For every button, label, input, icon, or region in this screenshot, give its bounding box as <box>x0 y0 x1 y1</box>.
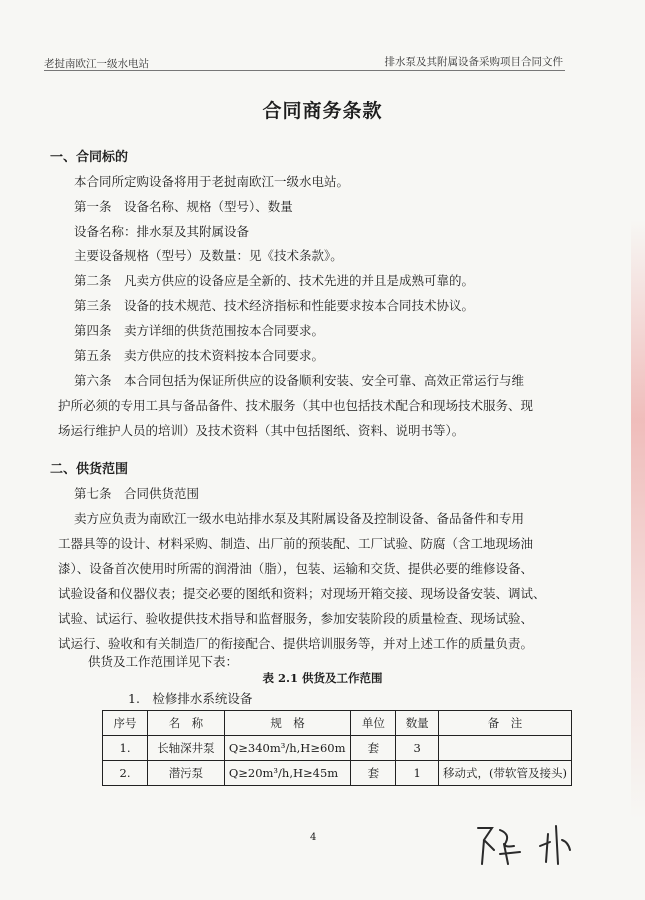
section-1-heading: 一、合同标的 <box>50 150 129 165</box>
table-row <box>103 736 572 761</box>
header-right: 排水泵及其附属设备采购项目合同文件 <box>384 56 563 68</box>
table-cell: 移动式，(带软管及接头) <box>439 761 572 786</box>
section-2-heading: 二、供货范围 <box>50 462 129 477</box>
s1-line: 第六条 本合同包括为保证所供应的设备顺利安装、安全可靠、高效正常运行与维 <box>74 373 525 388</box>
table-cell: 套 <box>351 736 396 761</box>
s2-cont-line: 工器具等的设计、材料采购、制造、出厂前的预装配、工厂试验、防腐（含工地现场油 <box>58 536 534 551</box>
s1-line: 第三条 设备的技术规范、技术经济指标和性能要求按本合同技术协议。 <box>74 298 475 313</box>
table-cell: 1. <box>103 736 148 761</box>
col-header: 数量 <box>396 711 439 736</box>
col-header: 备 注 <box>439 711 572 736</box>
s1-cont-line: 场运行维护人员的培训）及技术资料（其中包括图纸、资料、说明书等）。 <box>58 423 465 438</box>
table-row <box>103 761 572 786</box>
table-cell: 1 <box>396 761 439 786</box>
table-header-row <box>103 711 572 736</box>
s1-line: 第四条 卖方详细的供货范围按本合同要求。 <box>74 323 325 338</box>
handwritten-signature <box>470 820 590 870</box>
table-caption: 表 2.1 供货及工作范围 <box>262 671 383 685</box>
s1-line: 第一条 设备名称、规格（型号）、数量 <box>74 199 293 214</box>
s1-line: 第二条 凡卖方供应的设备应是全新的、技术先进的并且是成熟可靠的。 <box>74 273 475 288</box>
s2-line: 第七条 合同供货范围 <box>74 486 200 501</box>
s1-cont-line: 护所必须的专用工具与备品备件、技术服务（其中也包括技术配合和现场技术服务、现 <box>58 398 534 413</box>
header-rule <box>44 70 565 71</box>
s1-line: 主要设备规格（型号）及数量：见《技术条款》。 <box>74 248 343 263</box>
table-cell: 长轴深井泵 <box>148 736 225 761</box>
equipment-table <box>102 710 572 786</box>
table-cell: 2. <box>103 761 148 786</box>
s1-line: 第五条 卖方供应的技术资料按本合同要求。 <box>74 348 325 363</box>
table-cell: 3 <box>396 736 439 761</box>
s2-cont-line: 试验、试运行、验收提供技术指导和监督服务，参加安装阶段的质量检查、现场试验、 <box>58 611 534 626</box>
table-subheading: 1. 检修排水系统设备 <box>128 691 253 706</box>
s2-line: 卖方应负责为南欧江一级水电站排水泵及其附属设备及控制设备、备品备件和专用 <box>74 511 525 526</box>
red-stamp-edge <box>631 220 645 820</box>
table-cell: Q≥340m³/h,H≥60m <box>224 736 350 761</box>
page-number: 4 <box>310 832 317 843</box>
header-left: 老挝南欧江一级水电站 <box>44 58 149 70</box>
s1-line: 设备名称：排水泵及其附属设备 <box>74 224 250 239</box>
s2-cont-line: 漆）、设备首次使用时所需的润滑油（脂），包装、运输和交货、提供必要的维修设备、 <box>58 561 534 576</box>
s2-cont-line: 试验设备和仪器仪表；提交必要的图纸和资料；对现场开箱交接、现场设备安装、调试、 <box>58 586 546 601</box>
s2-cont-line: 试运行、验收和有关制造厂的衔接配合、提供培训服务等，并对上述工作的质量负责。 <box>58 636 534 651</box>
document-title: 合同商务条款 <box>262 100 383 122</box>
table-cell: 潜污泵 <box>148 761 225 786</box>
table-cell: Q≥20m³/h,H≥45m <box>224 761 350 786</box>
table-cell: 套 <box>351 761 396 786</box>
col-header: 名 称 <box>148 711 225 736</box>
s1-line: 本合同所定购设备将用于老挝南欧江一级水电站。 <box>74 174 350 189</box>
s2-last-line: 供货及工作范围详见下表： <box>88 654 239 669</box>
col-header: 序号 <box>103 711 148 736</box>
col-header: 单位 <box>351 711 396 736</box>
table-cell <box>439 736 572 761</box>
col-header: 规 格 <box>224 711 350 736</box>
